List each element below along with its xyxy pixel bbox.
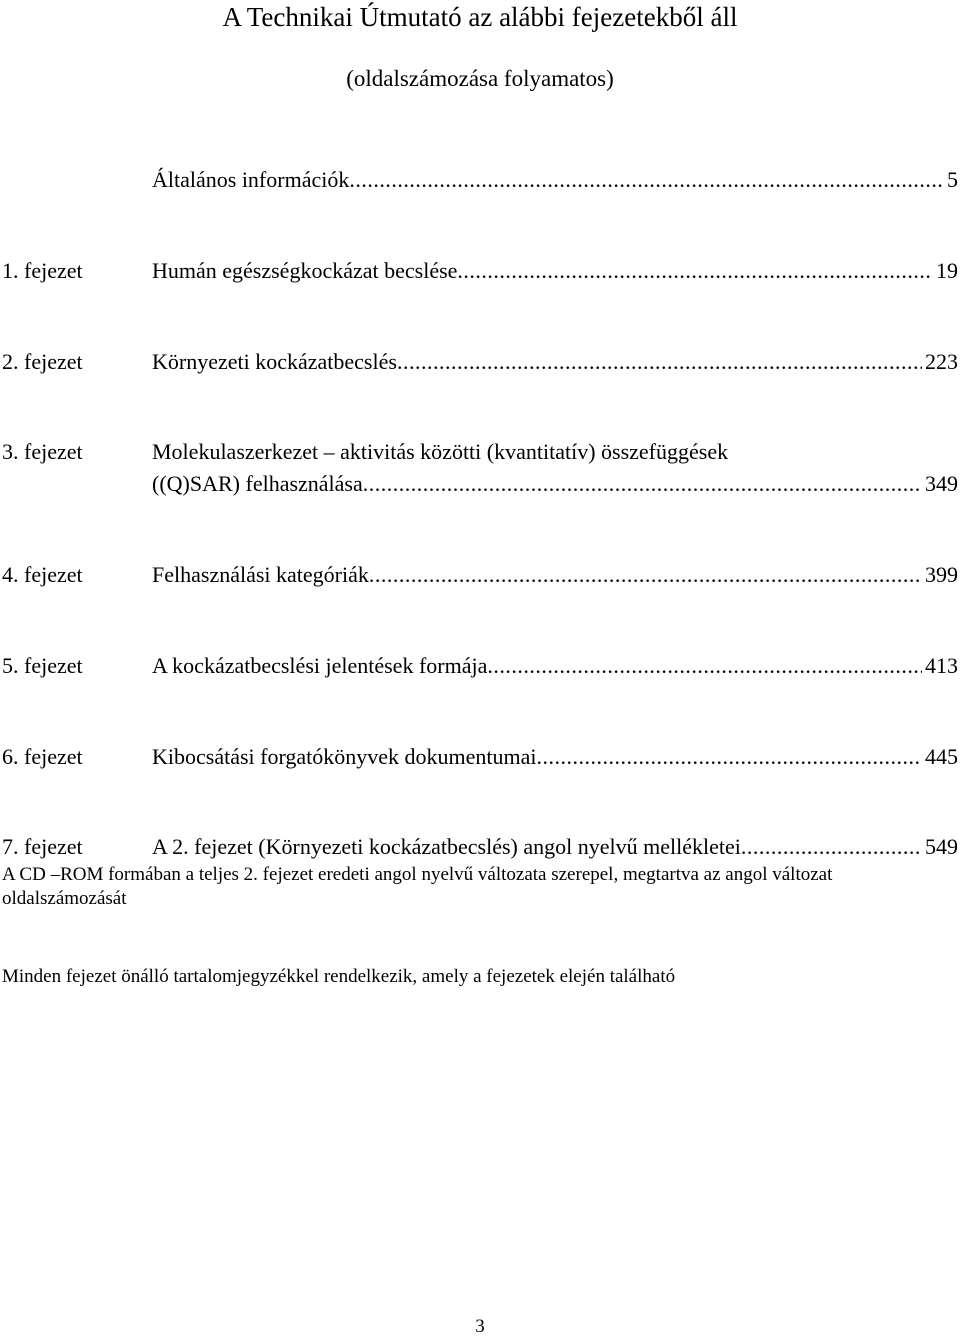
toc-entry-chapter-3-line2[interactable]	[0, 469, 958, 499]
toc-page-number: 19	[936, 258, 958, 283]
page-title: A Technikai Útmutató az alábbi fejezetekből áll	[222, 2, 738, 32]
toc-entry-chapter-2[interactable]	[0, 347, 958, 377]
toc-page-number: 5	[947, 167, 958, 192]
toc-page-number: 349	[925, 471, 958, 496]
toc-dot-leader	[369, 560, 922, 590]
toc-chapter-label: 3. fejezet	[2, 439, 83, 464]
toc-page-number: 549	[925, 834, 958, 859]
toc-page-number: 399	[925, 562, 958, 587]
toc-entry-chapter-4[interactable]	[0, 560, 958, 590]
toc-chapter-label: 1. fejezet	[2, 258, 83, 283]
toc-entry-chapter-6[interactable]	[0, 742, 958, 772]
cd-rom-note-line2: oldalszámozását	[2, 888, 127, 909]
toc-dot-leader	[457, 256, 933, 286]
toc-entry-chapter-1[interactable]	[0, 256, 958, 286]
toc-dot-leader	[537, 742, 922, 772]
toc-dot-leader	[487, 651, 922, 681]
toc-dot-leader	[741, 832, 922, 862]
chapter-contents-note: Minden fejezet önálló tartalomjegyzékkel rendelkezik, amely a fejezetek elején található	[2, 966, 676, 987]
toc-entry-title: Általános információk	[152, 167, 350, 192]
toc-entry-chapter-5[interactable]	[0, 651, 958, 681]
toc-entry-title: Humán egészségkockázat becslése	[152, 258, 458, 283]
toc-entry-chapter-7[interactable]	[0, 832, 958, 862]
toc-chapter-label: 6. fejezet	[2, 744, 83, 769]
toc-entry-title: A 2. fejezet (Környezeti kockázatbecslés) angol nyelvű mellékletei	[152, 834, 741, 859]
toc-entry-title: Felhasználási kategóriák	[152, 562, 369, 587]
toc-chapter-label: 4. fejezet	[2, 562, 83, 587]
toc-entry-general[interactable]	[0, 165, 958, 195]
toc-dot-leader	[363, 469, 922, 499]
toc-entry-title: A kockázatbecslési jelentések formája	[152, 653, 488, 678]
toc-chapter-label: 7. fejezet	[2, 834, 83, 859]
toc-chapter-label: 5. fejezet	[2, 653, 83, 678]
toc-entry-title: ((Q)SAR) felhasználása	[152, 471, 363, 496]
cd-rom-note-line1: A CD –ROM formában a teljes 2. fejezet eredeti angol nyelvű változata szerepel, megtartva az angol változat	[2, 864, 833, 885]
toc-entry-title: Kibocsátási forgatókönyvek dokumentumai	[152, 744, 537, 769]
toc-page-number: 445	[925, 744, 958, 769]
page-subtitle: (oldalszámozása folyamatos)	[346, 66, 614, 91]
toc-dot-leader	[397, 347, 922, 377]
toc-entry-title-line1: Molekulaszerkezet – aktivitás közötti (kvantitatív) összefüggések	[152, 439, 729, 464]
toc-entry-chapter-3-line1[interactable]	[0, 437, 958, 467]
page-number: 3	[475, 1316, 485, 1337]
toc-entry-title: Környezeti kockázatbecslés	[152, 349, 397, 374]
toc-page-number: 413	[925, 653, 958, 678]
toc-chapter-label: 2. fejezet	[2, 349, 83, 374]
toc-dot-leader	[349, 165, 944, 195]
toc-page-number: 223	[925, 349, 958, 374]
